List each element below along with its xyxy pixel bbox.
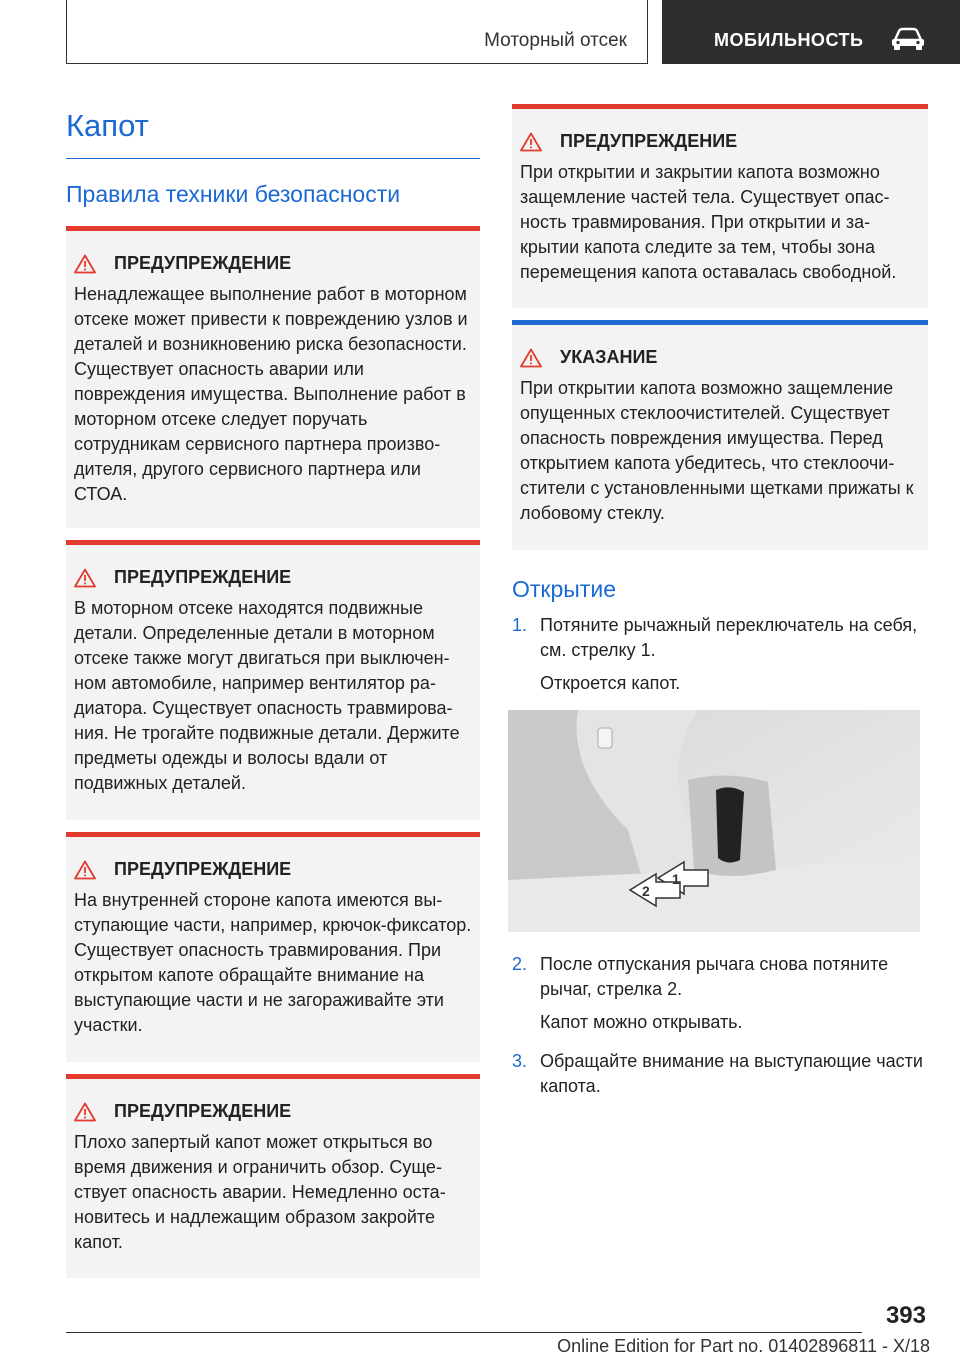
warning-box-3 bbox=[66, 832, 480, 1062]
header-chapter-tab bbox=[662, 0, 960, 64]
opening-steps bbox=[512, 613, 928, 1099]
warning-box-2 bbox=[66, 540, 480, 820]
header-section-title: Моторный отсек bbox=[484, 30, 627, 51]
warning-box-1 bbox=[66, 226, 480, 528]
warning-label: ПРЕДУПРЕЖДЕНИЕ bbox=[114, 859, 292, 879]
footer-divider bbox=[66, 1332, 862, 1333]
hood-release-lever-photo bbox=[508, 710, 920, 932]
header-section-box bbox=[66, 0, 648, 64]
warning-label: ПРЕДУПРЕЖДЕНИЕ bbox=[114, 253, 292, 273]
warning-triangle-icon bbox=[520, 132, 542, 152]
notice-text: При открытии капота возможно защемление опущенных стеклоочистителей. Существует опасность повреждения имущества. Перед открытием капота убедитесь, что стеклоочистители с установленными щетками прижаты к лобовому стеклу. bbox=[520, 378, 914, 523]
step-number: 3. bbox=[512, 1051, 528, 1071]
step-item bbox=[512, 1049, 928, 1099]
warning-label: ПРЕДУПРЕЖДЕНИЕ bbox=[114, 1101, 292, 1121]
warning-label: ПРЕДУПРЕЖДЕНИЕ bbox=[114, 567, 292, 587]
step-text: После отпускания рычага снова потяните рычаг, стрелка 2. bbox=[540, 954, 889, 999]
warning-text: Ненадлежащее выполнение работ в моторном отсеке может привести к повреждению узлов и деталей и возникновению риска безопасности. Существует опасность аварии или повреждения имущества. Выполнение работ в моторном отсеке следует поручать сотрудникам сервисного партнера производителя, другого сервисного партнера или СТОА. bbox=[74, 284, 468, 504]
notice-box bbox=[512, 320, 928, 550]
car-icon bbox=[890, 26, 926, 50]
warning-title bbox=[520, 131, 920, 152]
step-item bbox=[512, 613, 928, 663]
page-number: 393 bbox=[885, 1302, 926, 1329]
warning-text: При открытии и закрытии капота возможно защемление частей тела. Существует опасность травмирования. При открытии и закрытии капота следите за тем, чтобы зона перемещения капота оставалась свободной. bbox=[520, 162, 897, 282]
warning-text: В моторном отсеке находятся подвижные детали. Определенные детали в моторном отсеке также могут двигаться при выключенном автомобиле, например вентилятор радиатора. Существует опасность травмирования. Не трогайте подвижные детали. Держите предметы одежды и волосы вдали от подвижных деталей. bbox=[74, 598, 460, 793]
step-result: Капот можно открывать. bbox=[540, 1012, 743, 1032]
warning-label: ПРЕДУПРЕЖДЕНИЕ bbox=[560, 131, 738, 151]
left-column bbox=[66, 104, 480, 1290]
step-text: Обращайте внимание на выступающие части капота. bbox=[540, 1051, 923, 1096]
notice-title bbox=[520, 347, 920, 368]
warning-box-4 bbox=[66, 1074, 480, 1278]
arrow-label-2: 2 bbox=[642, 883, 650, 899]
step-item bbox=[512, 952, 928, 1002]
warning-title bbox=[74, 567, 472, 588]
warning-triangle-icon bbox=[520, 348, 542, 368]
footer-edition: Online Edition for Part no. 01402896811 - X/18 bbox=[557, 1336, 930, 1356]
step-number: 1. bbox=[512, 615, 528, 635]
warning-triangle-icon bbox=[74, 568, 96, 588]
right-column bbox=[512, 104, 928, 1107]
warning-triangle-icon bbox=[74, 860, 96, 880]
warning-title bbox=[74, 1101, 472, 1122]
warning-text: Плохо запертый капот может открыться во время движения и ограничить обзор. Существует опасность аварии. Немедленно остановитесь и надлежащим образом закройте капот. bbox=[74, 1132, 446, 1252]
opening-heading: Открытие bbox=[512, 576, 616, 602]
notice-label: УКАЗАНИЕ bbox=[560, 347, 658, 367]
step-text: Потяните рычажный переключатель на себя, см. стрелку 1. bbox=[540, 615, 918, 660]
warning-title bbox=[74, 253, 472, 274]
arrow-label-1: 1 bbox=[672, 871, 680, 887]
warning-box-right bbox=[512, 104, 928, 308]
warning-title bbox=[74, 859, 472, 880]
page-title: Капот bbox=[66, 108, 480, 159]
safety-heading: Правила техники безопасности bbox=[66, 181, 401, 207]
header-chapter-title: МОБИЛЬНОСТЬ bbox=[714, 30, 864, 50]
step-result: Откроется капот. bbox=[540, 673, 681, 693]
warning-triangle-icon bbox=[74, 1102, 96, 1122]
warning-text: На внутренней стороне капота имеются выступающие части, например, крючок-фиксатор. Существует опасность травмирования. При открытом капоте обращайте внимание на выступающие части и не загораживайте эти участки. bbox=[74, 890, 472, 1035]
step-number: 2. bbox=[512, 954, 528, 974]
warning-triangle-icon bbox=[74, 254, 96, 274]
